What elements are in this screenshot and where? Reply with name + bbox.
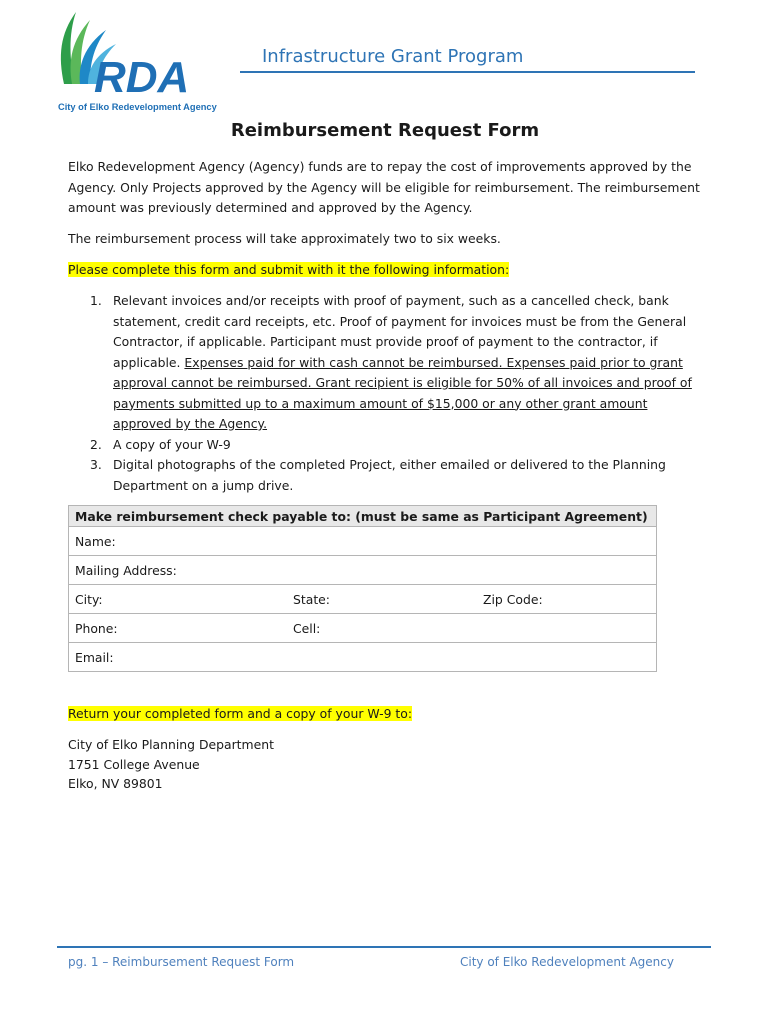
city-state-zip-row bbox=[69, 585, 657, 614]
mailing-address-block bbox=[68, 735, 274, 794]
program-title: Infrastructure Grant Program bbox=[262, 46, 524, 67]
logo-subtitle: City of Elko Redevelopment Agency bbox=[58, 102, 217, 112]
footer-agency: City of Elko Redevelopment Agency bbox=[460, 955, 674, 969]
intro-paragraph: Elko Redevelopment Agency (Agency) funds are to repay the cost of improvements approved by the Agency. Only Projects approved by the Agency will be eligible for reimbursement. The reimbursement amount was previously determined and approved by the Agency. bbox=[68, 159, 700, 215]
address-line-3: Elko, NV 89801 bbox=[68, 776, 163, 791]
address-line-2: 1751 College Avenue bbox=[68, 756, 200, 772]
mailing-address-label: Mailing Address: bbox=[75, 562, 177, 578]
instruction-text: Please complete this form and submit with it the following information: bbox=[68, 262, 510, 277]
phone-field[interactable] bbox=[75, 621, 293, 636]
form-title: Reimbursement Request Form bbox=[230, 120, 540, 141]
title-divider bbox=[240, 71, 695, 73]
list-item-text: A copy of your W-9 bbox=[113, 436, 231, 452]
payee-form bbox=[68, 505, 657, 672]
payee-form-header: Make reimbursement check payable to: (must be same as Participant Agreement) bbox=[69, 506, 657, 527]
zip-field[interactable] bbox=[483, 592, 543, 607]
email-label: Email: bbox=[75, 649, 114, 665]
list-item-text: Relevant invoices and/or receipts with proof of payment, such as a cancelled check, bank statement, credit card receipts, etc. Proof of payment for invoices must be from the General Contractor, if applicable. Participant must provide proof of payment to the contractor, if applicable. bbox=[113, 293, 687, 370]
name-field[interactable] bbox=[69, 527, 657, 556]
rda-logo bbox=[50, 6, 220, 116]
list-item-number: 2. bbox=[90, 436, 102, 452]
address-line-1: City of Elko Planning Department bbox=[68, 737, 274, 752]
name-label: Name: bbox=[75, 533, 116, 549]
list-item-number: 1. bbox=[90, 293, 102, 308]
state-field[interactable] bbox=[293, 592, 483, 607]
footer-divider bbox=[57, 946, 711, 948]
cell-label: Cell: bbox=[293, 620, 321, 636]
process-note: The reimbursement process will take approximately two to six weeks. bbox=[68, 231, 501, 246]
city-field[interactable] bbox=[75, 592, 293, 607]
return-instruction-text: Return your completed form and a copy of your W-9 to: bbox=[68, 706, 413, 721]
list-item bbox=[68, 455, 708, 496]
list-item bbox=[68, 291, 708, 435]
phone-cell-row bbox=[69, 614, 657, 643]
state-label: State: bbox=[293, 591, 330, 607]
logo-text: RDA bbox=[94, 53, 190, 102]
return-instruction bbox=[68, 704, 708, 725]
instruction bbox=[68, 260, 708, 281]
list-item-number: 3. bbox=[90, 457, 102, 472]
mailing-address-field[interactable] bbox=[69, 556, 657, 585]
city-label: City: bbox=[75, 591, 103, 607]
list-item-text: Digital photographs of the completed Project, either emailed or delivered to the Planning Department on a jump drive. bbox=[113, 457, 666, 493]
zip-label: Zip Code: bbox=[483, 591, 543, 607]
list-item bbox=[68, 435, 708, 456]
email-field[interactable] bbox=[69, 643, 657, 672]
cell-field[interactable] bbox=[293, 621, 320, 636]
footer-page-label: pg. 1 – Reimbursement Request Form bbox=[68, 955, 295, 969]
requirements-list bbox=[68, 291, 708, 496]
list-item-underlined: Expenses paid for with cash cannot be reimbursed. Expenses paid prior to grant approval cannot be reimbursed. Grant recipient is eligible for 50% of all invoices and proof of payments submitted up to a maximum amount of $15,000 or any other grant amount approved by the Agency. bbox=[113, 354, 692, 431]
phone-label: Phone: bbox=[75, 620, 118, 636]
